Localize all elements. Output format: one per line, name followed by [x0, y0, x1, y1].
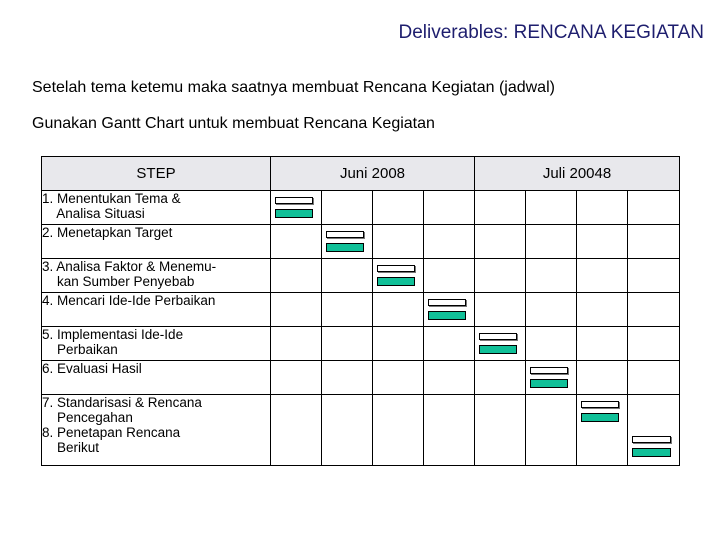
- week-cell: [271, 293, 322, 327]
- week-cell: [628, 293, 680, 327]
- step-cell: [42, 327, 271, 361]
- plan-bar: [581, 401, 619, 408]
- plan-bar: [326, 231, 364, 238]
- actual-bar: [275, 209, 313, 218]
- week-cell: [577, 293, 628, 327]
- week-cell: [322, 361, 373, 395]
- week-cell: [475, 293, 526, 327]
- step-cell: [42, 395, 271, 466]
- week-cell: [424, 191, 475, 225]
- step-header: STEP: [42, 157, 271, 191]
- week-cell: [526, 395, 577, 466]
- week-cell: [271, 225, 322, 259]
- week-cell: [475, 225, 526, 259]
- week-cell: [475, 259, 526, 293]
- week-cell: [526, 293, 577, 327]
- step-label: 2. Menetapkan Target: [42, 225, 173, 240]
- week-cell: [322, 293, 373, 327]
- week-cell: [373, 259, 424, 293]
- week-cell: [424, 395, 475, 466]
- week-cell: [577, 191, 628, 225]
- actual-bar: [428, 311, 466, 320]
- intro-line-2: Gunakan Gantt Chart untuk membuat Rencana Kegiatan: [32, 115, 435, 132]
- plan-bar: [377, 265, 415, 272]
- week-cell: [475, 327, 526, 361]
- actual-bar: [581, 413, 619, 422]
- actual-bar: [377, 277, 415, 286]
- week-cell: [628, 395, 680, 466]
- week-cell: [628, 191, 680, 225]
- week-cell: [322, 225, 373, 259]
- week-cell: [424, 293, 475, 327]
- week-cell: [628, 361, 680, 395]
- table-row: [42, 191, 680, 225]
- week-cell: [526, 225, 577, 259]
- week-cell: [322, 327, 373, 361]
- week-cell: [526, 191, 577, 225]
- week-cell: [628, 225, 680, 259]
- week-cell: [475, 191, 526, 225]
- week-cell: [373, 361, 424, 395]
- step-label: 5. Implementasi Ide-Ide Perbaikan: [42, 327, 184, 357]
- actual-bar: [530, 379, 568, 388]
- week-cell: [322, 259, 373, 293]
- week-cell: [271, 361, 322, 395]
- table-row: [42, 327, 680, 361]
- week-cell: [577, 395, 628, 466]
- step-label: 7. Standarisasi & Rencana Pencegahan 8. Penetapan Rencana Berikut: [42, 395, 202, 455]
- week-cell: [424, 361, 475, 395]
- week-cell: [526, 259, 577, 293]
- week-cell: [577, 259, 628, 293]
- week-cell: [577, 225, 628, 259]
- header-row: [42, 157, 680, 191]
- week-cell: [526, 361, 577, 395]
- week-cell: [271, 191, 322, 225]
- intro-line-1: Setelah tema ketemu maka saatnya membuat Rencana Kegiatan (jadwal): [32, 79, 555, 96]
- month-header-2: Juli 20048: [475, 157, 680, 191]
- plan-bar: [479, 333, 517, 340]
- step-label: 6. Evaluasi Hasil: [42, 361, 142, 376]
- actual-bar: [632, 448, 671, 457]
- week-cell: [424, 225, 475, 259]
- week-cell: [322, 191, 373, 225]
- plan-bar: [632, 436, 671, 443]
- step-cell: [42, 225, 271, 259]
- plan-bar: [275, 197, 313, 204]
- week-cell: [628, 327, 680, 361]
- step-label: 3. Analisa Faktor & Menemu- kan Sumber Penyebab: [42, 259, 217, 289]
- week-cell: [475, 395, 526, 466]
- step-cell: [42, 361, 271, 395]
- plan-bar: [530, 367, 568, 374]
- week-cell: [271, 395, 322, 466]
- week-cell: [628, 259, 680, 293]
- gantt-table: [41, 156, 680, 466]
- month-header-1: Juni 2008: [271, 157, 475, 191]
- week-cell: [424, 259, 475, 293]
- actual-bar: [479, 345, 517, 354]
- step-cell: [42, 293, 271, 327]
- week-cell: [475, 361, 526, 395]
- week-cell: [373, 395, 424, 466]
- week-cell: [271, 259, 322, 293]
- step-cell: [42, 191, 271, 225]
- table-row: [42, 361, 680, 395]
- week-cell: [373, 225, 424, 259]
- week-cell: [373, 327, 424, 361]
- table-row: [42, 293, 680, 327]
- step-label: 1. Menentukan Tema & Analisa Situasi: [42, 191, 181, 221]
- table-row: [42, 259, 680, 293]
- page-title: Deliverables: RENCANA KEGIATAN: [398, 22, 704, 43]
- week-cell: [271, 327, 322, 361]
- actual-bar: [326, 243, 364, 252]
- table-row: [42, 395, 680, 466]
- week-cell: [577, 327, 628, 361]
- table-row: [42, 225, 680, 259]
- step-cell: [42, 259, 271, 293]
- week-cell: [373, 293, 424, 327]
- plan-bar: [428, 299, 466, 306]
- week-cell: [526, 327, 577, 361]
- step-label: 4. Mencari Ide-Ide Perbaikan: [42, 293, 216, 308]
- week-cell: [424, 327, 475, 361]
- week-cell: [577, 361, 628, 395]
- week-cell: [373, 191, 424, 225]
- week-cell: [322, 395, 373, 466]
